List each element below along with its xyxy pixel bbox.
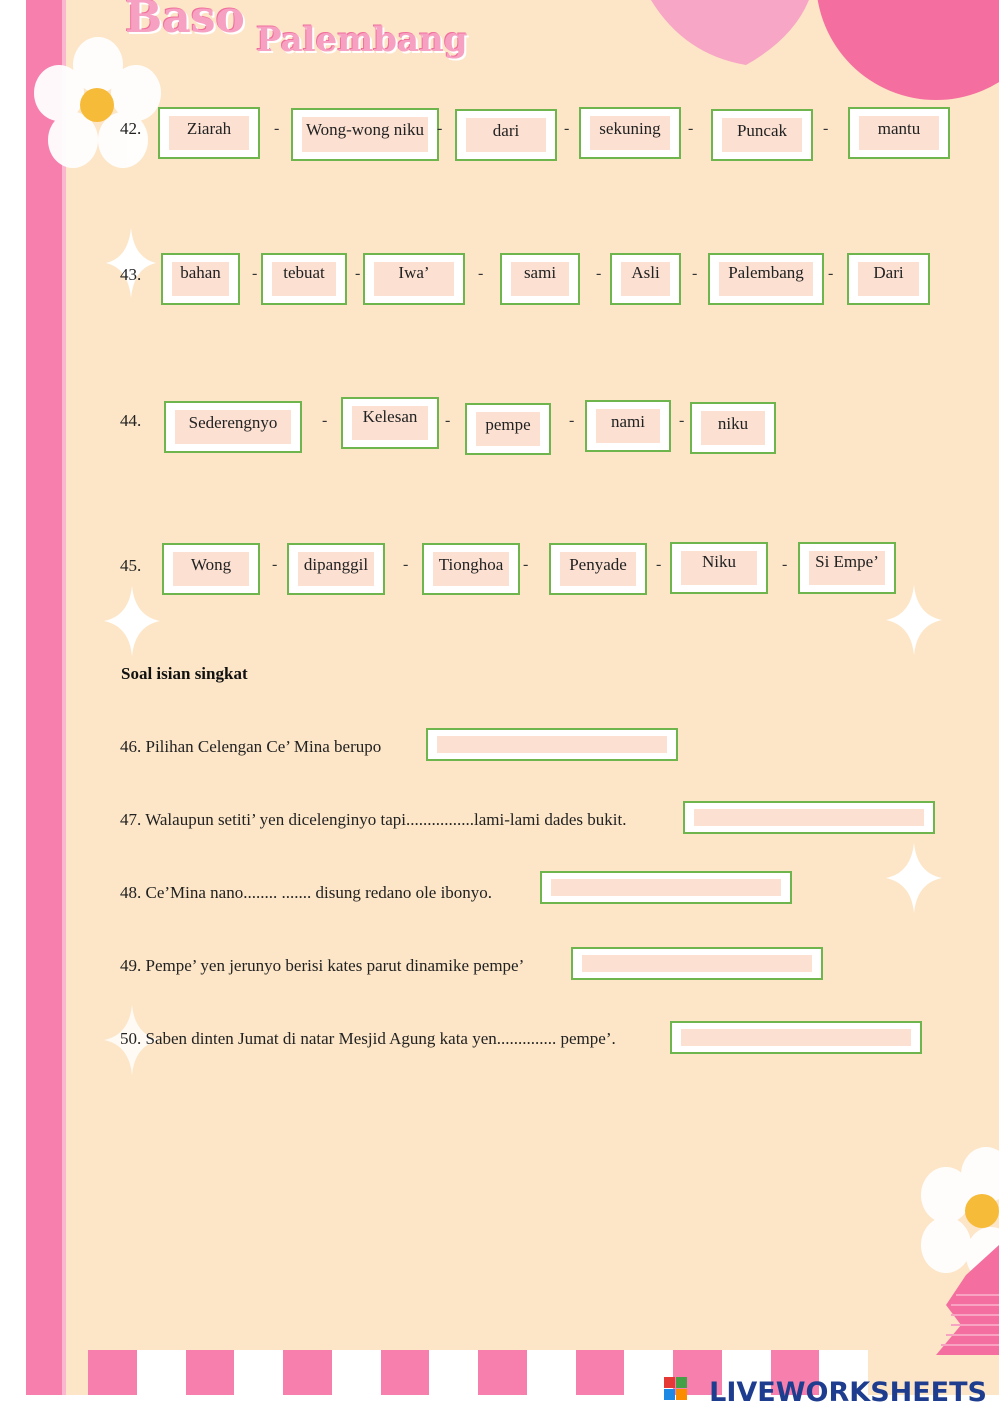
word-box[interactable] bbox=[690, 402, 776, 454]
word-label: Wong-wong niku bbox=[305, 120, 425, 139]
word-label: sami bbox=[523, 263, 557, 282]
word-box[interactable] bbox=[261, 253, 347, 305]
word-box[interactable] bbox=[162, 543, 260, 595]
word-box[interactable] bbox=[585, 400, 671, 452]
word-box[interactable] bbox=[455, 109, 557, 161]
word-label: dipanggil bbox=[303, 555, 369, 574]
liveworksheets-logo-icon bbox=[664, 1377, 688, 1401]
word-box[interactable] bbox=[670, 542, 768, 594]
word-box[interactable] bbox=[847, 253, 930, 305]
left-light-stripe bbox=[62, 0, 66, 1395]
word-label: dari bbox=[492, 121, 520, 140]
word-label: Si Empe’ bbox=[815, 552, 879, 571]
torn-paper-decoration-icon bbox=[926, 1245, 999, 1355]
separator: - bbox=[437, 120, 443, 137]
separator: - bbox=[823, 120, 829, 137]
word-label: Iwa’ bbox=[398, 263, 430, 282]
question-number: 43. bbox=[120, 265, 142, 284]
word-box[interactable] bbox=[610, 253, 681, 305]
separator: - bbox=[596, 265, 602, 282]
sparkle-icon bbox=[106, 228, 156, 298]
liveworksheets-brand[interactable]: LIVEWORKSHEETS bbox=[709, 1377, 987, 1408]
sparkle-icon bbox=[886, 843, 942, 913]
separator: - bbox=[478, 265, 484, 282]
separator: - bbox=[355, 265, 361, 282]
sparkle-icon bbox=[104, 586, 160, 656]
heart-light-decoration-icon bbox=[616, 0, 836, 70]
word-box[interactable] bbox=[500, 253, 580, 305]
separator: - bbox=[252, 265, 258, 282]
word-label: niku bbox=[717, 414, 749, 433]
answer-input[interactable] bbox=[571, 947, 823, 980]
word-box[interactable] bbox=[164, 401, 302, 453]
answer-input[interactable] bbox=[540, 871, 792, 904]
separator: - bbox=[692, 265, 698, 282]
word-label: Puncak bbox=[736, 121, 788, 140]
word-box[interactable] bbox=[341, 397, 439, 449]
answer-input[interactable] bbox=[683, 801, 935, 834]
word-box[interactable] bbox=[287, 543, 385, 595]
word-box[interactable] bbox=[158, 107, 260, 159]
word-box[interactable] bbox=[708, 253, 824, 305]
word-label: tebuat bbox=[283, 263, 325, 282]
separator: - bbox=[274, 120, 280, 137]
answer-value bbox=[694, 809, 924, 826]
word-label: pempe bbox=[485, 415, 531, 434]
word-box[interactable] bbox=[549, 543, 647, 595]
answer-value bbox=[551, 879, 781, 896]
word-label: mantu bbox=[877, 119, 921, 138]
word-box[interactable] bbox=[848, 107, 950, 159]
separator: - bbox=[523, 556, 529, 573]
word-label: nami bbox=[611, 412, 645, 431]
answer-value bbox=[582, 955, 812, 972]
word-label: Asli bbox=[631, 263, 660, 282]
separator: - bbox=[688, 120, 694, 137]
answer-value bbox=[437, 736, 667, 753]
section-title: Soal isian singkat bbox=[121, 664, 248, 683]
separator: - bbox=[828, 265, 834, 282]
word-box[interactable] bbox=[363, 253, 465, 305]
separator: - bbox=[272, 556, 278, 573]
answer-input[interactable] bbox=[670, 1021, 922, 1054]
separator: - bbox=[679, 412, 685, 429]
flower-icon bbox=[31, 35, 166, 175]
word-box[interactable] bbox=[465, 403, 551, 455]
question-number: 44. bbox=[120, 411, 142, 430]
word-box[interactable] bbox=[711, 109, 813, 161]
word-box[interactable] bbox=[579, 107, 681, 159]
word-box[interactable] bbox=[798, 542, 896, 594]
title-word-2: Palembang bbox=[256, 20, 468, 60]
worksheet-page bbox=[26, 0, 999, 1395]
question-text: 47. Walaupun setiti’ yen dicelenginyo tapi................lami-lami dades bukit. bbox=[120, 810, 627, 829]
answer-input[interactable] bbox=[426, 728, 678, 761]
question-text: 46. Pilihan Celengan Ce’ Mina berupo bbox=[120, 737, 382, 756]
separator: - bbox=[656, 556, 662, 573]
separator: - bbox=[403, 556, 409, 573]
title-word-1: Baso bbox=[125, 0, 245, 43]
question-text: 50. Saben dinten Jumat di natar Mesjid Agung kata yen.............. pempe’. bbox=[120, 1029, 616, 1048]
word-label: Palembang bbox=[728, 263, 804, 282]
question-text: 49. Pempe’ yen jerunyo berisi kates parut dinamike pempe’ bbox=[120, 956, 525, 975]
sparkle-icon bbox=[886, 585, 942, 655]
word-box[interactable] bbox=[291, 108, 439, 161]
word-label: Tionghoa bbox=[438, 555, 504, 574]
separator: - bbox=[564, 120, 570, 137]
word-label: Kelesan bbox=[362, 407, 418, 426]
word-box[interactable] bbox=[161, 253, 240, 305]
word-label: Dari bbox=[873, 263, 904, 282]
word-label: Ziarah bbox=[186, 119, 232, 138]
separator: - bbox=[569, 412, 575, 429]
word-label: sekuning bbox=[599, 119, 661, 138]
question-text: 48. Ce’Mina nano........ ....... disung redano ole ibonyo. bbox=[120, 883, 493, 902]
separator: - bbox=[782, 556, 788, 573]
word-label: Wong bbox=[190, 555, 232, 574]
word-box[interactable] bbox=[422, 543, 520, 595]
word-label: Penyade bbox=[569, 555, 627, 574]
answer-value bbox=[681, 1029, 911, 1046]
word-label: bahan bbox=[180, 263, 221, 282]
separator: - bbox=[322, 412, 328, 429]
left-pink-stripe bbox=[26, 0, 62, 1395]
word-label: Niku bbox=[702, 552, 736, 571]
question-number: 45. bbox=[120, 556, 142, 575]
word-label: Sederengnyo bbox=[188, 413, 278, 432]
question-number: 42. bbox=[120, 119, 142, 138]
separator: - bbox=[445, 412, 451, 429]
